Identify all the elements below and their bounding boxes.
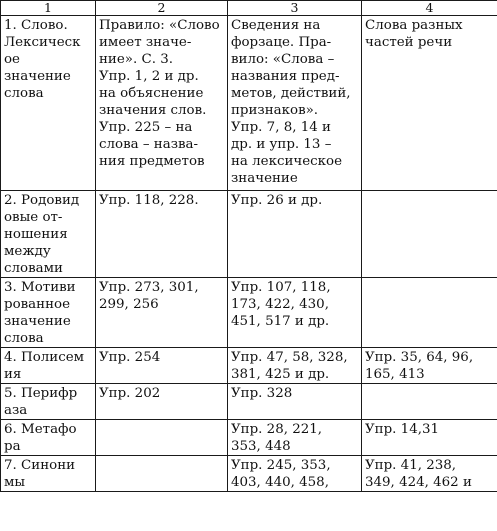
table-cell — [96, 456, 228, 492]
cell-text: Упр. 273, 301, 299, 256 — [99, 280, 199, 312]
column-header-4: 4 — [362, 1, 497, 16]
cell-text: Упр. 14,31 — [365, 422, 440, 437]
table-cell — [228, 348, 362, 384]
table-header-row — [1, 1, 497, 16]
table-cell — [96, 191, 228, 278]
table-cell — [362, 456, 497, 492]
table-cell — [1, 16, 96, 191]
table-cell — [96, 420, 228, 456]
cell-text: Упр. 47, 58, 328, 381, 425 и др. — [231, 350, 348, 382]
cell-text: Упр. 35, 64, 96, 165, 413 — [365, 350, 474, 382]
cell-text: 7. Синони мы — [4, 458, 76, 490]
cell-text: Упр. 254 — [99, 350, 161, 365]
cell-text: Упр. 26 и др. — [231, 193, 323, 208]
table-cell — [362, 384, 497, 420]
table-row — [1, 191, 497, 278]
table-cell — [228, 278, 362, 348]
cell-text: 1. Слово. Лексическ ое значение слова — [4, 18, 81, 101]
table-cell — [1, 384, 96, 420]
cell-text: 6. Метафо ра — [4, 422, 77, 454]
table-cell — [96, 16, 228, 191]
column-header-3: 3 — [228, 1, 362, 16]
cell-text: 4. Полисем ия — [4, 350, 85, 382]
table-cell — [228, 191, 362, 278]
cell-text: Упр. 328 — [231, 386, 293, 401]
table-cell — [1, 278, 96, 348]
cell-text: 3. Мотиви рованное значение слова — [4, 280, 76, 346]
table-cell — [1, 456, 96, 492]
cell-text: Упр. 28, 221, 353, 448 — [231, 422, 323, 454]
cell-text: 2. Родовид овые от- ношения между словами — [4, 193, 80, 276]
cell-text: Слова разных частей речи — [365, 18, 463, 50]
table-row — [1, 456, 497, 492]
table-cell — [228, 16, 362, 191]
table-cell — [228, 384, 362, 420]
cell-text: Упр. 245, 353, 403, 440, 458, — [231, 458, 331, 490]
table-cell — [1, 191, 96, 278]
table-cell — [96, 278, 228, 348]
table-row — [1, 278, 497, 348]
table-row — [1, 420, 497, 456]
table-row — [1, 348, 497, 384]
column-header-1: 1 — [1, 1, 96, 16]
cell-text: Упр. 41, 238, 349, 424, 462 и — [365, 458, 472, 490]
cell-text: Правило: «Слово имеет значе- ние». С. 3. Упр. 1, 2 и др. на объяснение значения слов. Упр. 225 – на слова – назва- ния предметов — [99, 18, 220, 169]
table-cell — [1, 348, 96, 384]
table-cell — [362, 420, 497, 456]
column-header-2: 2 — [96, 1, 228, 16]
cell-text: 5. Перифр аза — [4, 386, 78, 418]
table-cell — [96, 348, 228, 384]
table-cell — [228, 456, 362, 492]
table-row — [1, 16, 497, 191]
table-cell — [362, 278, 497, 348]
table-cell — [1, 420, 96, 456]
table-cell — [362, 191, 497, 278]
table-cell — [362, 16, 497, 191]
cell-text: Упр. 202 — [99, 386, 161, 401]
cell-text: Сведения на форзаце. Пра- вило: «Слова – названия пред- метов, действий, признаков». Упр. 7, 8, 14 и др. и упр. 13 – на лексическое значение — [231, 18, 351, 186]
cell-text: Упр. 118, 228. — [99, 193, 199, 208]
cell-text: Упр. 107, 118, 173, 422, 430, 451, 517 и др. — [231, 280, 331, 329]
table-cell — [96, 384, 228, 420]
table-cell — [228, 420, 362, 456]
table-row — [1, 384, 497, 420]
table-cell — [362, 348, 497, 384]
